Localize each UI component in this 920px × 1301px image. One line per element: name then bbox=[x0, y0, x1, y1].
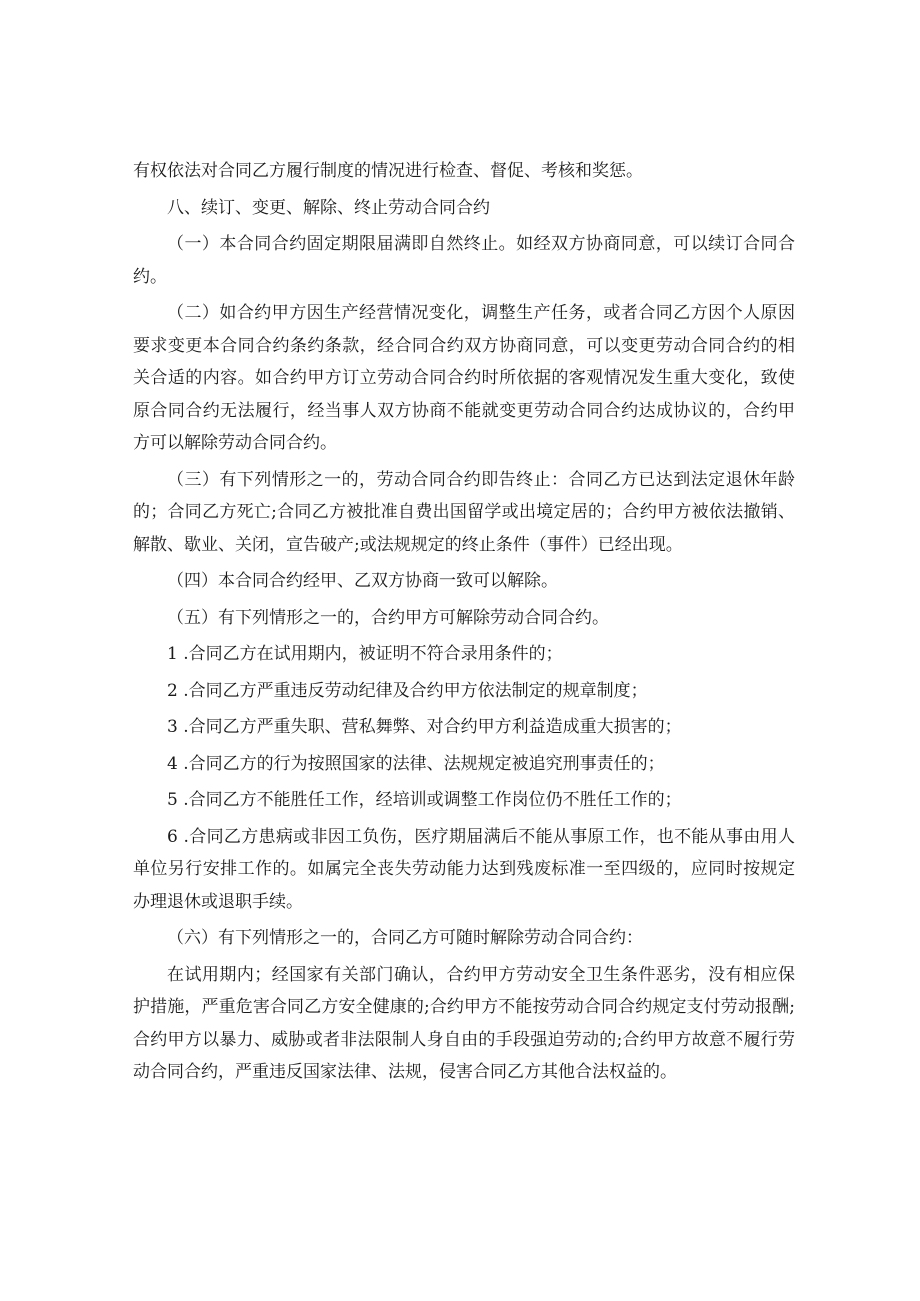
clause-1-expiry: （一）本合同合约固定期限届满即自然终止。如经双方协商同意，可以续订合同合约。 bbox=[133, 234, 795, 287]
paragraph-continuation: 有权依法对合同乙方履行制度的情况进行检查、督促、考核和奖惩。 bbox=[133, 161, 643, 181]
clause-6-details: 在试用期内；经国家有关部门确认，合约甲方劳动安全卫生条件恶劣，没有相应保护措施，严重危害合同乙方安全健康的;合约甲方不能按劳动合同合约规定支付劳动报酬;合约甲方以暴力、威胁或者非法限制人身自由的手段强迫劳动的;合约甲方故意不履行劳动合同合约，严重违反国家法律、法规，侵害合同乙方其他合法权益的。 bbox=[133, 964, 795, 1082]
section-heading-renewal-termination: 八、续订、变更、解除、终止劳动合同合约 bbox=[167, 197, 490, 218]
list-item-1: 1 .合同乙方在试用期内，被证明不符合录用条件的； bbox=[167, 644, 563, 664]
list-item-6: 6 .合同乙方患病或非因工负伤，医疗期届满后不能从事原工作，也不能从事由用人单位另行安排工作的。如属完全丧失劳动能力达到残废标准一至四级的，应同时按规定办理退休或退职手续。 bbox=[133, 826, 795, 912]
clause-2-modification: （二）如合约甲方因生产经营情况变化，调整生产任务，或者合同乙方因个人原因要求变更本合同合约条约条款，经合同合约双方协商同意，可以变更劳动合同合约的相关合适的内容。如合约甲方订立劳动合同合约时所依据的客观情况发生重大变化，致使原合同合约无法履行，经当事人双方协商不能就变更劳动合同合约达成协议的，合约甲方可以解除劳动合同合约。 bbox=[133, 303, 795, 453]
list-item-2: 2 .合同乙方严重违反劳动纪律及合约甲方依法制定的规章制度； bbox=[167, 680, 648, 701]
clause-6-employee-dissolution: （六）有下列情形之一的，合同乙方可随时解除劳动合同合约： bbox=[167, 928, 643, 948]
clause-5-employer-dissolution: （五）有下列情形之一的，合约甲方可解除劳动合同合约。 bbox=[167, 607, 609, 628]
list-item-3: 3 .合同乙方严重失职、营私舞弊、对合约甲方利益造成重大损害的； bbox=[167, 717, 682, 737]
list-item-4: 4 .合同乙方的行为按照国家的法律、法规规定被追究刑事责任的； bbox=[167, 753, 665, 774]
clause-3-termination: （三）有下列情形之一的，劳动合同合约即告终止：合同乙方已达到法定退休年龄的；合同乙方死亡;合同乙方被批准自费出国留学或出境定居的；合约甲方被依法撤销、解散、歇业、关闭，宣告破产;或法规规定的终止条件（事件）已经出现。 bbox=[133, 469, 795, 555]
list-item-5: 5 .合同乙方不能胜任工作，经培训或调整工作岗位仍不胜任工作的； bbox=[167, 790, 682, 810]
clause-4-mutual-dissolution: （四）本合同合约经甲、乙双方协商一致可以解除。 bbox=[167, 571, 558, 591]
document-body bbox=[133, 155, 795, 1093]
